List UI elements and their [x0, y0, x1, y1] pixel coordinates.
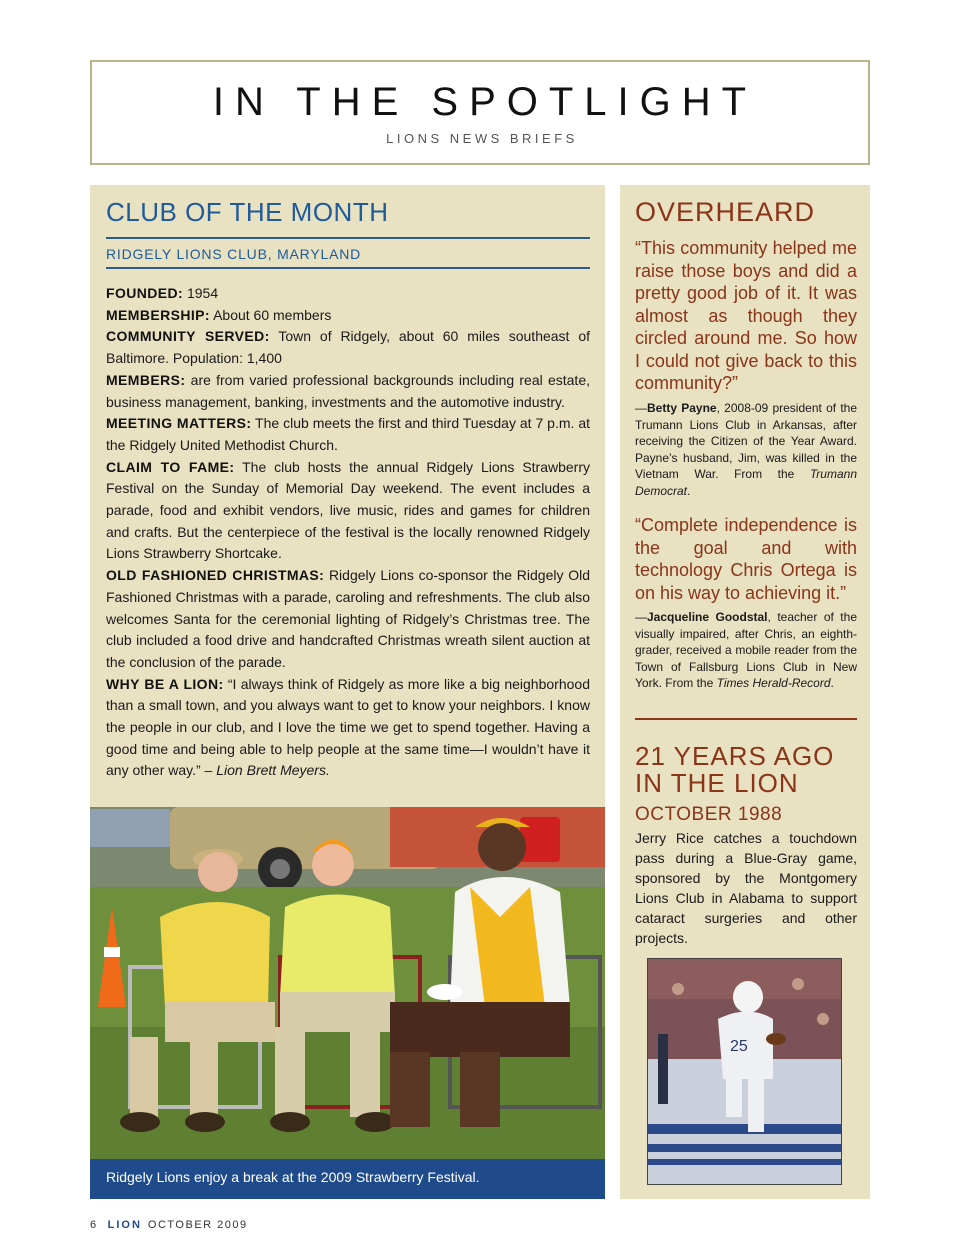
attribution-1: [635, 400, 857, 500]
attribution-text: , 2008-09 president of the Trumann Lions Club in Arkansas, after receiving the Citizen of the Year Award. Payne’s husband, Jim, was killed in the Vietnam War. From the: [635, 401, 857, 482]
page-title: IN THE SPOTLIGHT: [212, 80, 758, 124]
page-footer: [90, 1219, 248, 1231]
page-number: 6: [90, 1219, 98, 1231]
magazine-name: LION: [107, 1219, 142, 1231]
attribution-name: Betty Payne: [647, 401, 717, 415]
football-photo: [647, 958, 842, 1185]
entry-label: MEMBERSHIP:: [106, 306, 210, 323]
attribution-name: Jacqueline Goodstal: [647, 610, 768, 624]
entry-label: MEETING MATTERS:: [106, 415, 252, 432]
photo-caption: Ridgely Lions enjoy a break at the 2009 Strawberry Festival.: [90, 1159, 605, 1199]
quote-1: “This community helped me raise those boys and did a pretty good job of it. It was almost as though they circled around me. So how I could not give back to this community?”: [635, 238, 857, 393]
members-entry: [106, 370, 590, 413]
claim-entry: [106, 457, 590, 566]
page-subtitle: LIONS NEWS BRIEFS: [386, 131, 578, 146]
quote-author: Lion Brett Meyers.: [216, 762, 330, 779]
entry-value: The club meets the first and third Tuesday at 7 p.m. at the Ridgely United Methodist Church.: [106, 415, 591, 453]
football-photo-illustration: [648, 959, 842, 1185]
jersey-number: 25: [730, 1038, 748, 1055]
club-heading: CLUB OF THE MONTH: [106, 197, 389, 227]
entry-value: Ridgely Lions co-sponsor the Ridgely Old Fashioned Christmas with a parade, caroling and refreshments. The club also welcomes Santa for the ceremonial lighting of Ridgely’s Christmas tree. The club included a food drive and handcrafted Christmas wreath silent auction at the conclusion of the parade.: [106, 567, 590, 670]
festival-photo-illustration: [90, 807, 605, 1159]
membership-entry: [106, 305, 590, 327]
attribution-2: [635, 609, 857, 692]
divider: [106, 267, 590, 269]
divider: [106, 237, 590, 239]
club-body: [106, 283, 590, 782]
christmas-entry: [106, 565, 590, 674]
entry-value: 1954: [183, 285, 219, 301]
community-entry: [106, 326, 590, 369]
festival-photo: [90, 807, 605, 1159]
entry-label: COMMUNITY SERVED:: [106, 328, 270, 345]
entry-label: MEMBERS:: [106, 371, 186, 388]
entry-label: OLD FASHIONED CHRISTMAS:: [106, 567, 325, 584]
years-ago-date: OCTOBER 1988: [635, 804, 783, 825]
issue-date: OCTOBER 2009: [147, 1219, 248, 1231]
attribution-source: Trumann Democrat: [635, 467, 857, 498]
entry-label: FOUNDED:: [106, 285, 184, 301]
attribution-end: .: [830, 676, 834, 691]
entry-value: About 60 members: [209, 306, 332, 323]
years-ago-heading: 21 YEARS AGO IN THE LION: [635, 741, 835, 798]
quote-2: “Complete independence is the goal and with technology Chris Ortega is on his way to achieving it.”: [635, 515, 857, 603]
entry-value: Town of Ridgely, about 60 miles southeast of Baltimore. Population: 1,400: [106, 328, 590, 367]
meeting-entry: [106, 413, 590, 456]
dash: —: [635, 401, 647, 415]
spotlight-header: [90, 60, 870, 165]
years-ago-body: Jerry Rice catches a touchdown pass during a Blue-Gray game, sponsored by the Montgomery Lions Club in Alabama to support cataract surgeries and other projects.: [635, 830, 857, 946]
entry-label: WHY BE A LION:: [106, 675, 224, 692]
attribution-source: Times Herald-Record: [716, 676, 831, 691]
dash: —: [635, 610, 647, 624]
divider: [635, 718, 857, 720]
entry-value: are from varied professional backgrounds including real estate, business management, banking, investments and the automotive industry.: [106, 371, 590, 410]
club-of-the-month-panel: [90, 185, 605, 807]
entry-value: The club hosts the annual Ridgely Lions Strawberry Festival on the Sunday of Memorial Day weekend. The event includes a parade, food and exhibit vendors, live music, rides and games for children and crafts. But the centerpiece of the festival is the locally renowned Ridgely Lions Strawberry Shortcake.: [106, 458, 590, 562]
attribution-text: , teacher of the visually impaired, after Chris, an eighth-grader, received a mobile reader from the Town of Fallsburg Lions Club in New York. From the: [635, 610, 857, 691]
club-subheading: RIDGELY LIONS CLUB, MARYLAND: [106, 246, 362, 262]
founded-entry: [106, 283, 590, 305]
entry-label: CLAIM TO FAME:: [106, 458, 235, 475]
entry-value: “I always think of Ridgely as more like a big neighborhood than a small town, and you always want to get to know your neighbors. I know the people in our club, and I love the time we get to spend together. Having a good time and being able to help people at the same time—I wouldn’t have it any other way.” –: [106, 675, 590, 779]
why-entry: [106, 674, 590, 783]
overheard-heading: OVERHEARD: [635, 197, 816, 227]
attribution-end: .: [687, 483, 691, 498]
